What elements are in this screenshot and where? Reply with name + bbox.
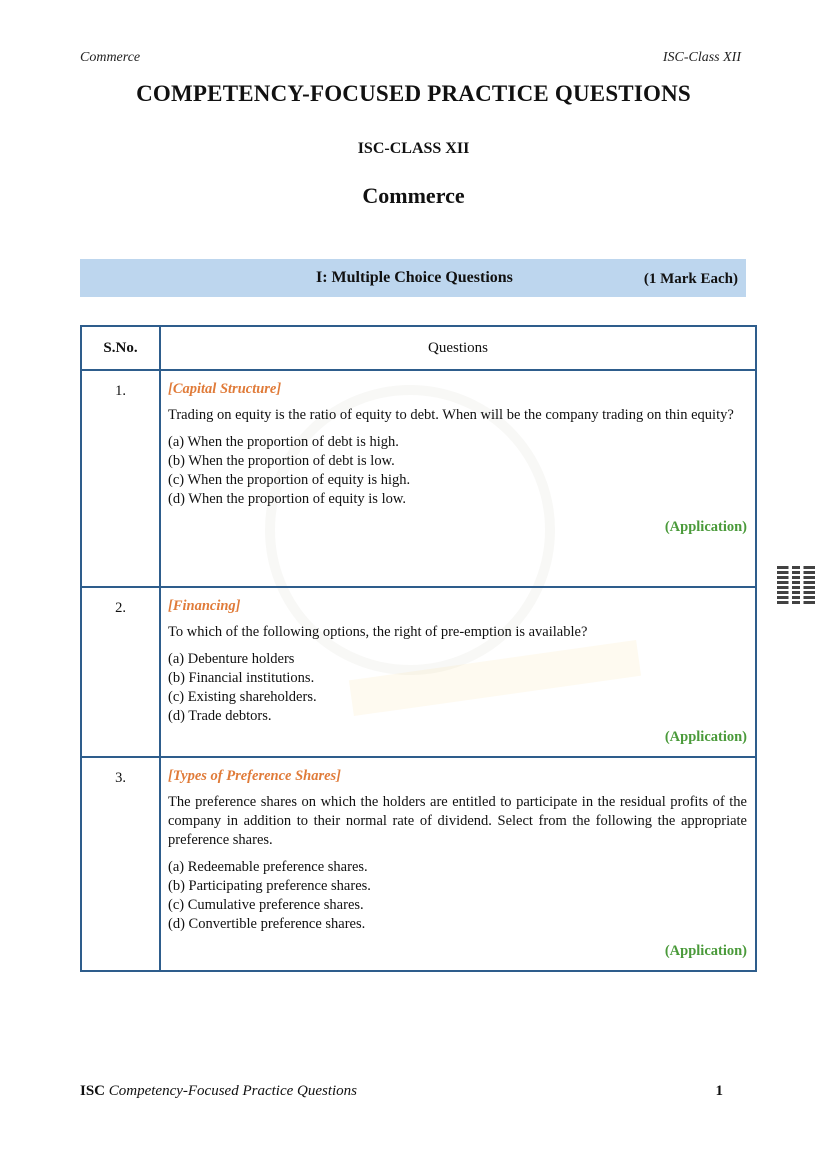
question-topic: [Types of Preference Shares]	[168, 768, 342, 784]
questions-table	[80, 325, 757, 972]
running-header	[80, 50, 741, 68]
header-questions: Questions	[160, 326, 756, 370]
question-number: 3.	[81, 757, 160, 971]
subject-title: Commerce	[362, 183, 465, 208]
class-title: ISC-CLASS XII	[357, 140, 470, 157]
table-row	[81, 587, 756, 757]
footer-isc: ISC	[80, 1083, 106, 1099]
question-text: To which of the following options, the right of pre-emption is available?	[168, 624, 588, 640]
option-d: (d) When the proportion of equity is low.	[168, 491, 406, 507]
competency-level: (Application)	[664, 729, 747, 745]
question-cell	[160, 757, 756, 971]
footer-text: Competency-Focused Practice Questions	[105, 1083, 358, 1099]
option-b: (b) When the proportion of debt is low.	[168, 453, 395, 469]
option-b: (b) Participating preference shares.	[168, 878, 371, 894]
competency-level: (Application)	[664, 519, 747, 535]
question-text: Trading on equity is the ratio of equity to debt. When will be the company trading on thin equity?	[168, 407, 734, 423]
question-cell	[160, 587, 756, 757]
question-topic: [Financing]	[168, 598, 241, 614]
page-title: COMPETENCY-FOCUSED PRACTICE QUESTIONS	[136, 81, 691, 106]
option-a: (a) When the proportion of debt is high.	[168, 434, 399, 450]
table-row	[81, 757, 756, 971]
competency-level: (Application)	[664, 943, 747, 959]
question-topic: [Capital Structure]	[168, 381, 282, 397]
question-number: 2.	[81, 587, 160, 757]
option-a: (a) Redeemable preference shares.	[168, 859, 368, 875]
option-a: (a) Debenture holders	[168, 651, 295, 667]
option-c: (c) Cumulative preference shares.	[168, 897, 364, 913]
page-footer	[80, 1083, 723, 1100]
option-d: (d) Trade debtors.	[168, 708, 272, 724]
qr-code-icon	[777, 566, 815, 604]
question-cell	[160, 370, 756, 587]
option-c: (c) When the proportion of equity is high.	[168, 472, 411, 488]
section-banner	[80, 259, 746, 297]
header-class: ISC-Class XII	[662, 50, 741, 65]
option-c: (c) Existing shareholders.	[168, 689, 317, 705]
question-text: The preference shares on which the holders are entitled to participate in the residual profits of the company in addition to their normal rate of dividend. Select from the following the appropriate preference shares.	[168, 794, 747, 848]
question-number: 1.	[81, 370, 160, 587]
option-b: (b) Financial institutions.	[168, 670, 315, 686]
option-d: (d) Convertible preference shares.	[168, 916, 366, 932]
header-sno: S.No.	[81, 326, 160, 370]
page-number: 1	[715, 1083, 723, 1099]
header-subject: Commerce	[80, 50, 141, 65]
section-title: I: Multiple Choice Questions	[316, 269, 513, 286]
section-marks: (1 Mark Each)	[643, 271, 738, 287]
table-row	[81, 370, 756, 587]
table-header-row	[81, 326, 756, 370]
